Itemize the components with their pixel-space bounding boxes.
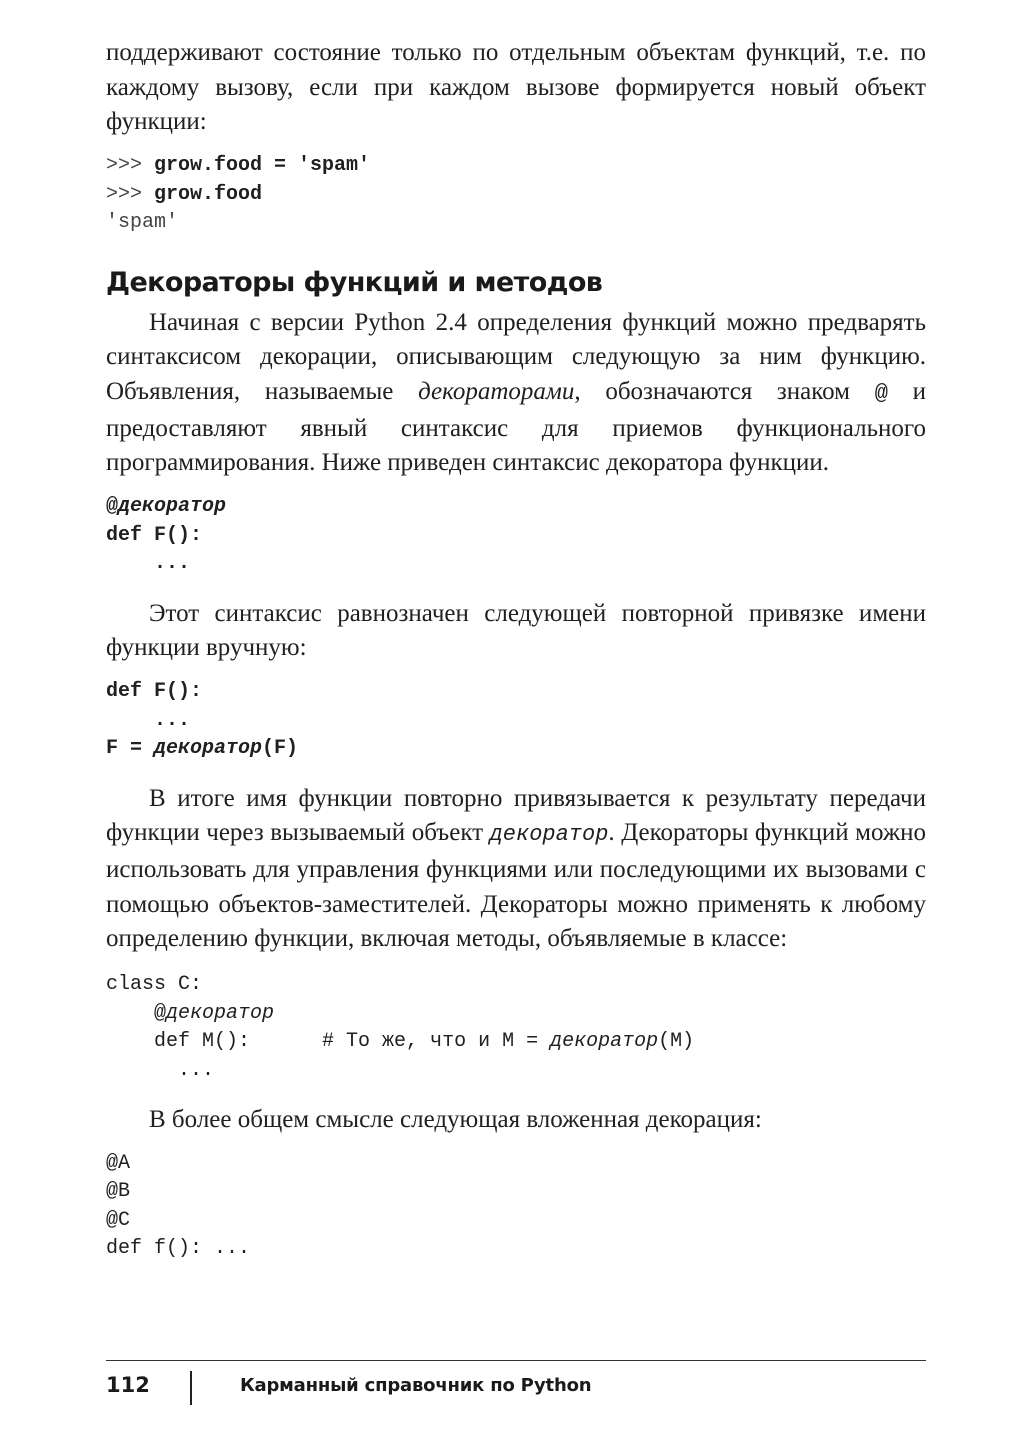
book-title: Карманный справочник по Python (240, 1375, 592, 1396)
code-block-nested: @A @B @C def f(): ... (106, 1151, 251, 1261)
decorators-intro-paragraph: Начиная с версии Python 2.4 определения функций можно предварять синтаксисом декорации, описывающим следующую за ним функцию. Объявления, называемые декораторами, обозначаются знаком @ и предоставляют явный синтаксис для приемов функционального программирования. Ниже приведен синтаксис декоратора функции. (106, 308, 926, 477)
at-symbol: @ (874, 381, 888, 407)
code-comment: # То же, что и M = декоратор(M) (322, 1030, 695, 1054)
inline-code-decorator: декоратор (489, 822, 609, 848)
code-block-grow: >>> grow.food = 'spam' >>> grow.food 'spam' (106, 154, 371, 235)
result-paragraph: В итоге имя функции повторно привязывается к результату передачи функции через вызываемый объект декоратор. Декораторы функций можно использовать для управления функциями или последующими их вызовами с помощью объектов-заместителей. Декораторы можно применять к любому определению функции, включая методы, объявляемые в классе: (106, 784, 927, 953)
code-block-class-method: class C: @декоратор def M(): # То же, что и M = декоратор(M) ... (106, 973, 695, 1082)
page-footer (106, 1360, 926, 1421)
code-line: grow.food = 'spam' (154, 154, 371, 178)
nested-decoration-paragraph: В более общем смысле следующая вложенная декорация: (149, 1106, 762, 1134)
code-block-decorator-syntax: @декоратор def F(): ... (106, 495, 227, 576)
equivalence-paragraph: Этот синтаксис равнозначен следующей повторной привязке имени функции вручную: (106, 599, 926, 662)
page-number: 112 (106, 1373, 150, 1397)
code-output: 'spam' (106, 211, 179, 235)
section-title: Декораторы функций и методов (106, 266, 603, 298)
intro-paragraph: поддерживают состояние только по отдельным объектам функций, т.е. по каждому вызову, если при каждом вызове формируется новый объект функции: (106, 39, 926, 136)
emphasis-term: декораторами (418, 378, 575, 406)
code-block-manual-rebind: def F(): ... F = декоратор(F) (106, 680, 299, 761)
page-content (106, 36, 926, 1264)
footer-separator (190, 1371, 192, 1405)
code-line: grow.food (154, 182, 263, 206)
